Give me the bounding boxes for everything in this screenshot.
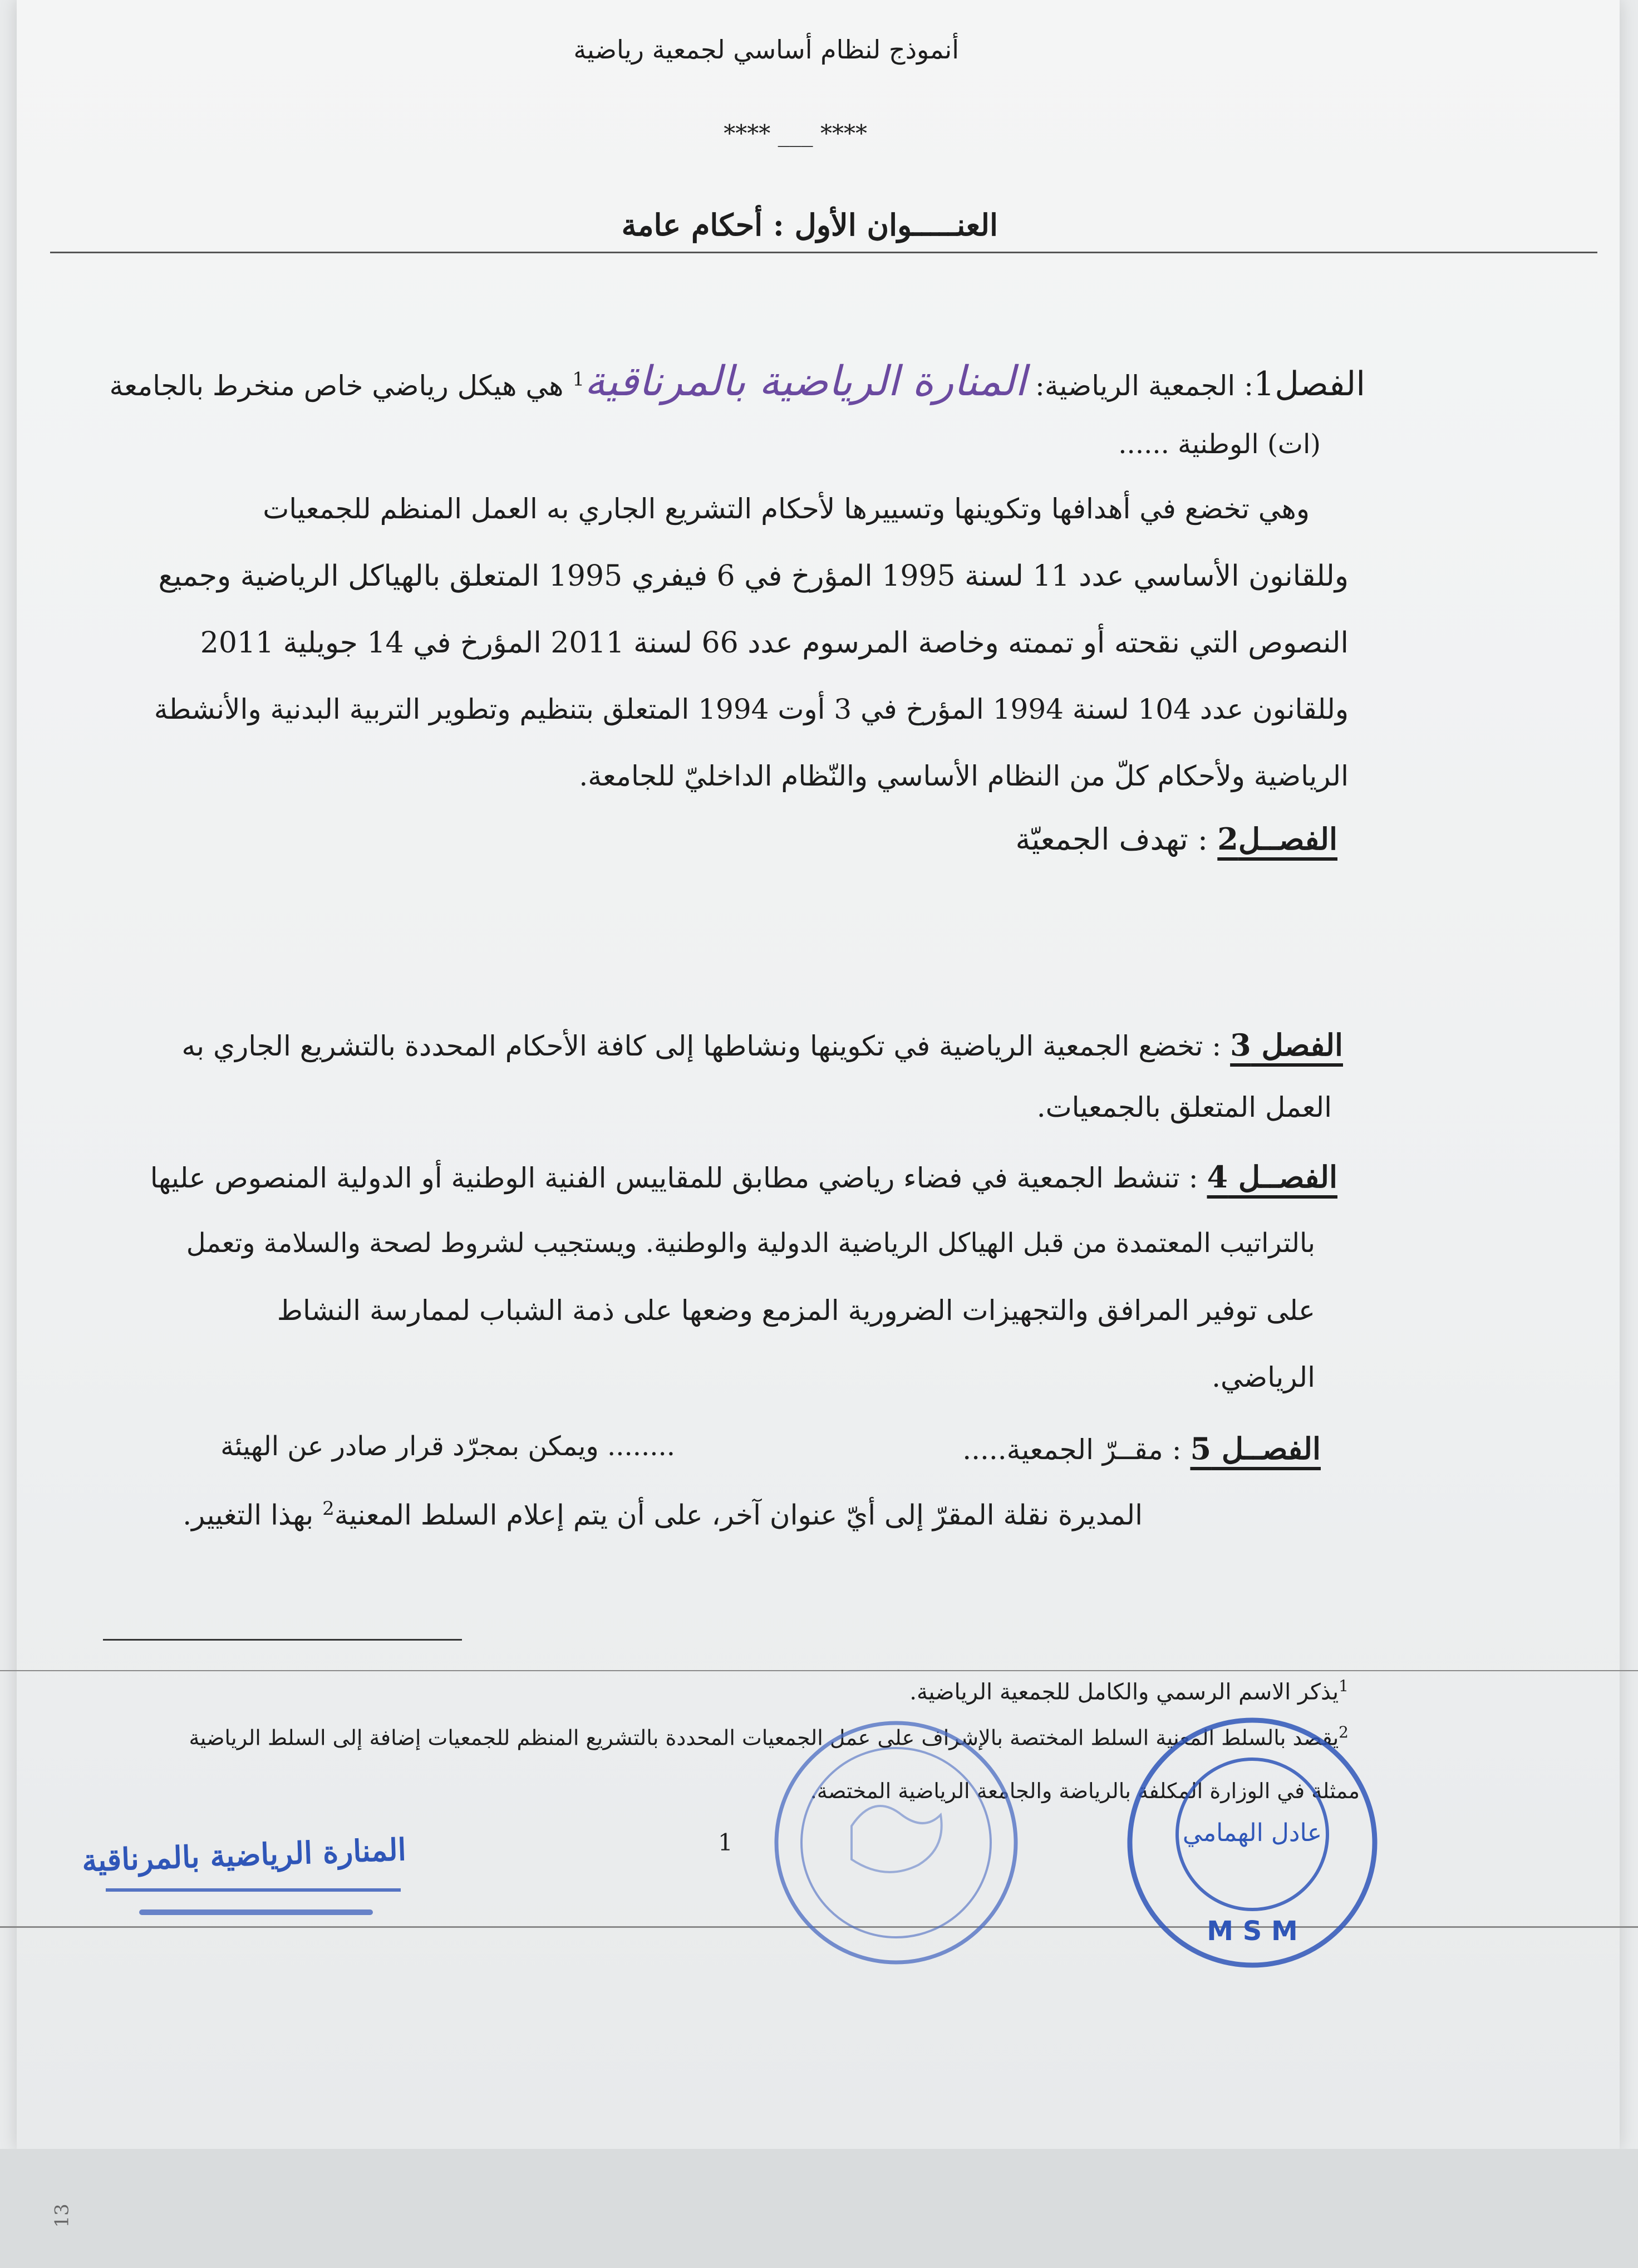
background-surface: [0, 2149, 1638, 2268]
club-round-stamp: [1121, 1712, 1383, 1974]
article-1-line-2: (ات) الوطنية ......: [1118, 429, 1321, 460]
footnote-1: [909, 1677, 1349, 1705]
round-stamp-emblem: [852, 1806, 942, 1872]
stamp-signature-scribble: [139, 1909, 373, 1915]
title-separator: **** ___ ****: [724, 120, 867, 147]
club-stamp-initials: M S M: [1207, 1916, 1298, 1947]
article-5-line-2-end: بهذا التغيير.: [183, 1499, 314, 1531]
article-4-line-3: على توفير المرافق والتجهيزات الضرورية المزمع وضعها على ذمة الشباب لممارسة النشاط: [277, 1294, 1315, 1327]
article-1-line-3: وهي تخضع في أهدافها وتكوينها وتسييرها لأحكام التشريع الجاري به العمل المنظم للجمعيات: [263, 493, 1310, 525]
footnote-separator: [103, 1639, 462, 1641]
stamp-underline: [106, 1888, 401, 1892]
article-1-intro: : الجمعية الرياضية:: [1035, 370, 1254, 402]
article-1-line-4: وللقانون الأساسي عدد 11 لسنة 1995 المؤرخ في 6 فيفري 1995 المتعلق بالهياكل الرياضية وجميع: [158, 559, 1349, 593]
footnote-ref-2: 2: [322, 1498, 335, 1520]
round-stamp-outer-ring: [776, 1723, 1016, 1962]
article-5-label: الفصــل 5: [1190, 1431, 1321, 1466]
article-4-line-4: الرياضي.: [1212, 1361, 1315, 1393]
page-number: 1: [718, 1829, 733, 1856]
article-4-line-2: بالتراتيب المعتمدة من قبل الهياكل الرياضية الدولية والوطنية. ويستجيب لشروط لصحة والسلامة وتعمل: [186, 1228, 1315, 1259]
header-divider: [50, 252, 1597, 253]
article-1-label: الفصل1: [1253, 365, 1365, 404]
article-3-label: الفصل 3: [1230, 1027, 1343, 1063]
article-1-def: هي هيكل رياضي خاص منخرط بالجامعة: [109, 370, 564, 402]
article-5-line-1b: ........ ويمكن بمجرّد قرار صادر عن الهيئة: [220, 1431, 675, 1462]
article-5-line-2-text: المديرة نقلة المقرّ إلى أيّ عنوان آخر، على أن يتم إعلام السلط المعنية: [334, 1499, 1143, 1531]
article-5-line-2: [183, 1498, 1143, 1531]
footnote-2-cont: ممثلة في الوزارة المكلفة بالرياضة والجامعة الرياضية المختصة.: [810, 1779, 1360, 1803]
article-1-line-7: الرياضية ولأحكام كلّ من النظام الأساسي والنّظام الداخليّ للجامعة.: [579, 760, 1349, 792]
club-stamp-name: عادل الهمامي: [1182, 1819, 1322, 1847]
document-title: أنموذج لنظام أساسي لجمعية رياضية: [573, 35, 959, 65]
footnote-2-text: يقصد بالسلط المعنية السلط المختصة بالإشراف على عمل الجمعيات المحددة بالتشريع المنظم للجمعيات إضافة إلى السلط الرياضية: [189, 1725, 1339, 1750]
article-5-seat: : مقــرّ الجمعية.....: [962, 1434, 1182, 1466]
article-4-text: : تنشط الجمعية في فضاء رياضي مطابق للمقاييس الفنية الوطنية أو الدولية المنصوص عليها: [150, 1162, 1198, 1194]
margin-mark: 13: [51, 2203, 73, 2228]
footnote-ref-1: 1: [572, 368, 585, 391]
round-stamp-inner-ring: [801, 1748, 991, 1937]
association-stamp-text: المنارة الرياضية بالمرناقية: [81, 1831, 407, 1879]
official-round-stamp: [768, 1715, 1024, 1971]
section-title: العنـــــوان الأول : أحكام عامة: [621, 207, 998, 243]
article-3-text: : تخضع الجمعية الرياضية في تكوينها ونشاطها إلى كافة الأحكام المحددة بالتشريع الجاري به: [181, 1030, 1222, 1062]
footnote-1-number: 1: [1339, 1677, 1349, 1695]
article-2-label: الفصــل2: [1217, 821, 1337, 857]
footnote-1-text: يذكر الاسم الرسمي والكامل للجمعية الرياضية.: [909, 1679, 1339, 1705]
handwritten-association-name: المنارة الرياضية بالمرناقية: [584, 357, 1027, 405]
article-1-line-1: [109, 357, 1365, 405]
footnote-2-number: 2: [1339, 1723, 1349, 1741]
association-ink-stamp: [81, 1831, 407, 1943]
article-5-line-1: [962, 1431, 1321, 1466]
footnote-top-line: [0, 1670, 1638, 1671]
article-2-text: : تهدف الجمعيّة: [1015, 822, 1208, 857]
article-4-line-1: [150, 1159, 1337, 1195]
article-1-line-6: وللقانون عدد 104 لسنة 1994 المؤرخ في 3 أوت 1994 المتعلق بتنظيم وتطوير التربية البدنية والأنشطة: [154, 693, 1349, 725]
article-3-line-1: [181, 1027, 1343, 1063]
article-2: [1016, 821, 1338, 857]
article-4-label: الفصــل 4: [1207, 1159, 1337, 1195]
article-3-line-2: العمل المتعلق بالجمعيات.: [1036, 1091, 1332, 1123]
article-1-line-5: النصوص التي نقحته أو تممته وخاصة المرسوم عدد 66 لسنة 2011 المؤرخ في 14 جويلية 2011: [200, 626, 1349, 660]
